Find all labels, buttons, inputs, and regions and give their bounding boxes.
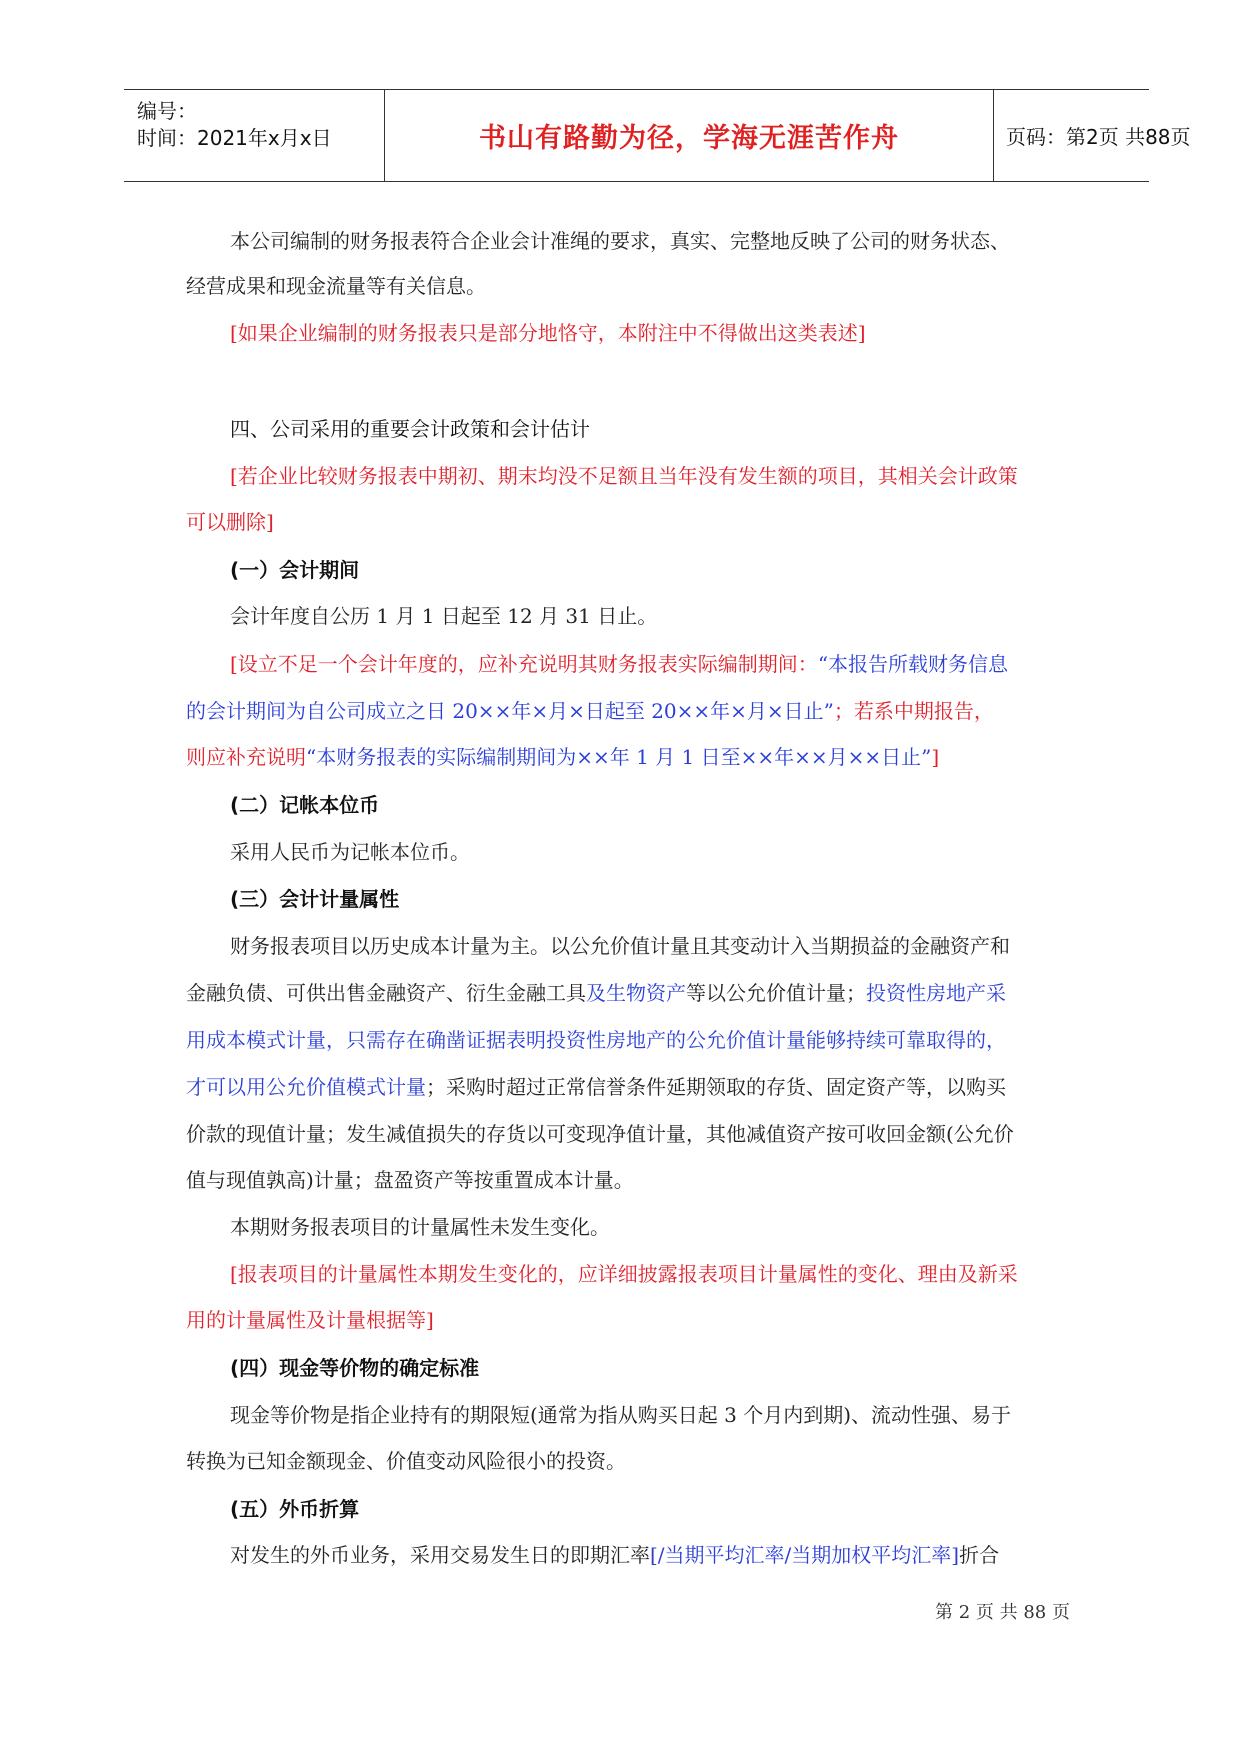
paragraph-line: 会计年度自公历 1 月 1 日起至 12 月 31 日止。	[230, 604, 658, 628]
paragraph-line: 采用人民币为记帐本位币。	[230, 840, 470, 864]
blue-note: 及生物资产	[586, 981, 686, 1005]
paragraph-line: 转换为已知金额现金、价值变动风险很小的投资。	[186, 1449, 626, 1473]
blue-note: 的会计期间为自公司成立之日 20××年×月×日起至 20××年×月×日止”	[186, 699, 834, 723]
text-run: 等以公允价值计量；	[686, 981, 866, 1005]
paragraph-line: 财务报表项目以历史成本计量为主。以公允价值计量且其变动计入当期损益的金融资产和	[230, 934, 1010, 958]
red-note: [如果企业编制的财务报表只是部分地恪守，本附注中不得做出这类表述]	[230, 321, 866, 345]
text-run: 金融负债、可供出售金融资产、衍生金融工具	[186, 981, 586, 1005]
header-page-cell	[992, 90, 1191, 181]
page-footer: 第 2 页 共 88 页	[935, 1602, 1070, 1623]
subsection-heading: (五）外币折算	[230, 1497, 360, 1521]
paragraph-line: 值与现值孰高)计量；盘盈资产等按重置成本计量。	[186, 1168, 634, 1192]
document-time: 时间：2021年x月x日	[137, 126, 332, 150]
document-number-label: 编号：	[137, 99, 197, 123]
red-note: [若企业比较财务报表中期初、期末均没不足额且当年没有发生额的项目，其相关会计政策	[230, 464, 1018, 488]
page-info: 页码：第2页 共88页	[1006, 125, 1191, 149]
note-line	[186, 743, 939, 771]
subsection-heading: (三）会计计量属性	[230, 887, 400, 911]
red-note: ；若系中期报告，	[833, 699, 994, 723]
header-left-cell	[124, 90, 384, 181]
paragraph-line	[230, 1541, 999, 1569]
red-note: [报表项目的计量属性本期发生变化的，应详细披露报表项目计量属性的变化、理由及新采	[230, 1262, 1018, 1286]
text-run: ；采购时超过正常信誉条件延期领取的存货、固定资产等，以购买	[426, 1075, 1006, 1099]
paragraph-line: 本公司编制的财务报表符合企业会计准绳的要求，真实、完整地反映了公司的财务状态、	[230, 229, 1010, 253]
blue-note: [/当期平均汇率/当期加权平均汇率]	[650, 1543, 960, 1567]
text-run: 对发生的外币业务，采用交易发生日的即期汇率	[230, 1543, 650, 1567]
text-run: 折合	[959, 1543, 1000, 1567]
paragraph-line: 价款的现值计量；发生减值损失的存货以可变现净值计量，其他减值资产按可收回金额(公允价	[186, 1122, 1014, 1146]
subsection-heading: (四）现金等价物的确定标准	[230, 1356, 480, 1380]
red-note: 则应补充说明	[186, 745, 306, 769]
paragraph-line: 现金等价物是指企业持有的期限短(通常为指从购买日起 3 个月内到期)、流动性强、易于	[230, 1403, 1012, 1427]
paragraph-line	[186, 979, 1006, 1007]
red-note: 可以删除]	[186, 510, 274, 534]
header-motto-cell	[384, 90, 994, 181]
motto-title: 书山有路勤为径，学海无涯苦作舟	[479, 123, 899, 154]
blue-note: “本报告所载财务信息	[817, 652, 1009, 676]
note-line	[230, 650, 1008, 678]
paragraph-line	[186, 1073, 1006, 1101]
blue-note: 用成本模式计量，只需存在确凿证据表明投资性房地产的公允价值计量能够持续可靠取得的，	[186, 1028, 1006, 1052]
paragraph-line: 本期财务报表项目的计量属性未发生变化。	[230, 1215, 610, 1239]
blue-note: “本财务报表的实际编制期间为××年 1 月 1 日至××年××月××日止”	[306, 745, 932, 769]
blue-note: 才可以用公允价值模式计量	[186, 1075, 426, 1099]
subsection-heading: (二）记帐本位币	[230, 793, 380, 817]
paragraph-line: 经营成果和现金流量等有关信息。	[186, 274, 486, 298]
subsection-heading: (一）会计期间	[230, 558, 360, 582]
red-note: ]	[931, 745, 940, 769]
red-note: [设立不足一个会计年度的，应补充说明其财务报表实际编制期间：	[230, 652, 818, 676]
blue-note: 投资性房地产采	[866, 981, 1006, 1005]
document-header	[124, 89, 1191, 182]
note-line	[186, 697, 994, 725]
section-heading: 四、公司采用的重要会计政策和会计估计	[230, 417, 590, 441]
red-note: 用的计量属性及计量根据等]	[186, 1308, 434, 1332]
